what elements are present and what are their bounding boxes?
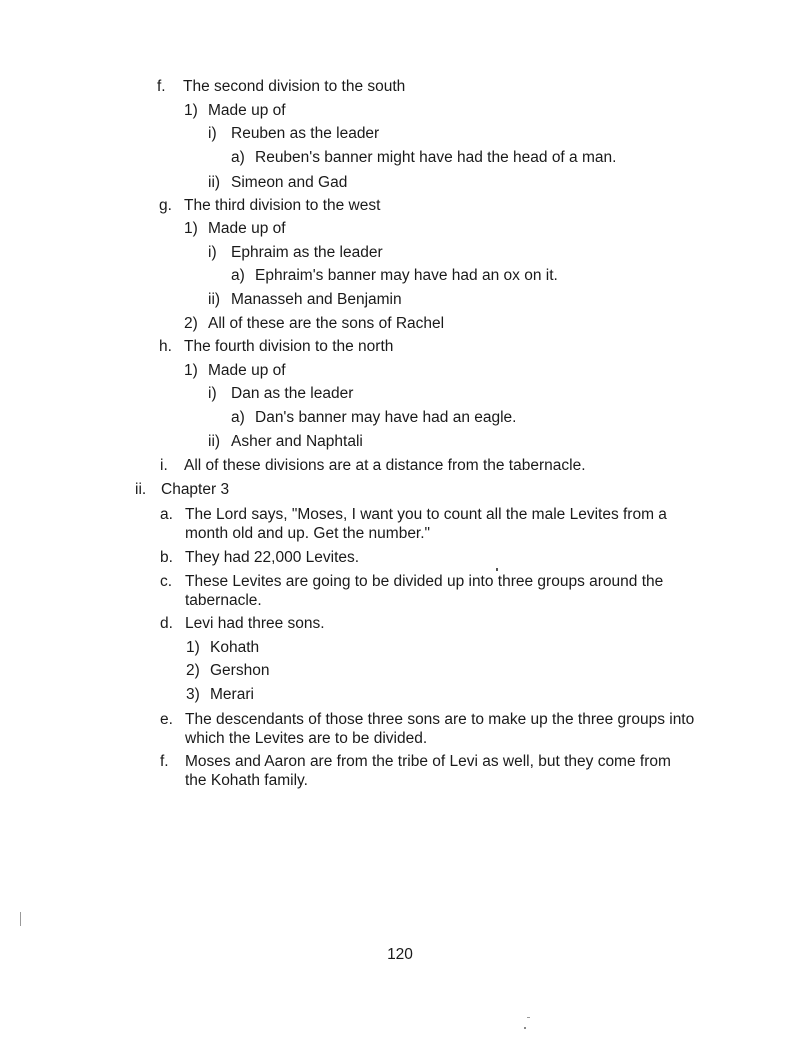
outline-text: Merari (210, 686, 254, 703)
outline-item (159, 196, 380, 215)
list-marker: ii) (208, 291, 221, 308)
outline-item (135, 480, 229, 499)
outline-text: Gershon (210, 662, 270, 679)
outline-item (160, 710, 695, 748)
outline-item (231, 408, 516, 427)
outline-text: The fourth division to the north (184, 338, 394, 355)
list-marker: a) (231, 409, 245, 426)
list-marker: 1) (184, 362, 198, 379)
outline-item (208, 432, 363, 451)
outline-heading: Chapter 3 (161, 481, 230, 498)
list-marker: d. (160, 615, 173, 632)
page-number: 120 (387, 946, 413, 963)
outline-item (160, 548, 359, 567)
list-marker: i) (208, 125, 217, 142)
outline-text: The third division to the west (184, 197, 381, 214)
list-marker: i. (160, 457, 168, 474)
list-marker: 2) (186, 662, 200, 679)
scan-speck (527, 1017, 530, 1018)
outline-text: Made up of (208, 362, 286, 379)
outline-text: The Lord says, "Moses, I want you to count all the male Levites from a month old and up. Get the number." (185, 506, 667, 542)
list-marker: c. (160, 573, 173, 590)
outline-item (208, 243, 383, 262)
outline-item (160, 572, 695, 610)
outline-item (208, 173, 347, 192)
scan-speck (20, 912, 21, 926)
list-marker: 1) (184, 102, 198, 119)
outline-text: Asher and Naphtali (231, 433, 363, 450)
outline-text: Ephraim's banner may have had an ox on it. (255, 267, 558, 284)
list-marker: g. (159, 197, 172, 214)
outline-text: Dan as the leader (231, 385, 354, 402)
list-marker: 1) (184, 220, 198, 237)
outline-item (157, 77, 405, 96)
list-marker: ii) (208, 433, 221, 450)
outline-text: Simeon and Gad (231, 174, 348, 191)
outline-text: Reuben as the leader (231, 125, 380, 142)
list-marker: h. (159, 338, 172, 355)
outline-text: They had 22,000 Levites. (185, 549, 360, 566)
list-marker: 1) (186, 639, 200, 656)
scan-speck (524, 1027, 526, 1029)
outline-text: All of these are the sons of Rachel (208, 315, 445, 332)
outline-text: Made up of (208, 220, 286, 237)
list-marker: ii. (135, 481, 147, 498)
outline-item (231, 148, 616, 167)
outline-item (160, 505, 695, 543)
outline-item (184, 314, 444, 333)
outline-text: The second division to the south (183, 78, 406, 95)
outline-text: Manasseh and Benjamin (231, 291, 402, 308)
outline-item (184, 219, 286, 238)
outline-item (160, 752, 695, 790)
outline-text: These Levites are going to be divided up into three groups around the tabernacle. (185, 573, 664, 609)
outline-text: Kohath (210, 639, 260, 656)
outline-item (184, 361, 286, 380)
outline-item (231, 266, 558, 285)
outline-text: The descendants of those three sons are to make up the three groups into which the Levites are to be divided. (185, 711, 695, 747)
outline-item (186, 638, 259, 657)
outline-item (159, 337, 393, 356)
list-marker: a) (231, 149, 245, 166)
outline-item (160, 456, 586, 475)
outline-item (208, 290, 402, 309)
list-marker: f. (160, 753, 169, 770)
outline-text: Dan's banner may have had an eagle. (255, 409, 517, 426)
outline-text: Levi had three sons. (185, 615, 325, 632)
list-marker: ii) (208, 174, 221, 191)
outline-item (160, 614, 325, 633)
list-marker: f. (157, 78, 166, 95)
outline-text: All of these divisions are at a distance from the tabernacle. (184, 457, 586, 474)
outline-item (186, 685, 254, 704)
outline-text: Made up of (208, 102, 286, 119)
outline-item (186, 661, 269, 680)
list-marker: a) (231, 267, 245, 284)
outline-item (184, 101, 286, 120)
list-marker: 2) (184, 315, 198, 332)
outline-text: Moses and Aaron are from the tribe of Levi as well, but they come from the Kohath family. (185, 753, 671, 789)
list-marker: b. (160, 549, 173, 566)
list-marker: i) (208, 244, 217, 261)
outline-item (208, 384, 353, 403)
outline-text: Reuben's banner might have had the head of a man. (255, 149, 617, 166)
scan-speck (496, 568, 498, 571)
list-marker: a. (160, 506, 173, 523)
list-marker: i) (208, 385, 217, 402)
outline-text: Ephraim as the leader (231, 244, 383, 261)
list-marker: e. (160, 711, 173, 728)
list-marker: 3) (186, 686, 200, 703)
outline-item (208, 124, 379, 143)
